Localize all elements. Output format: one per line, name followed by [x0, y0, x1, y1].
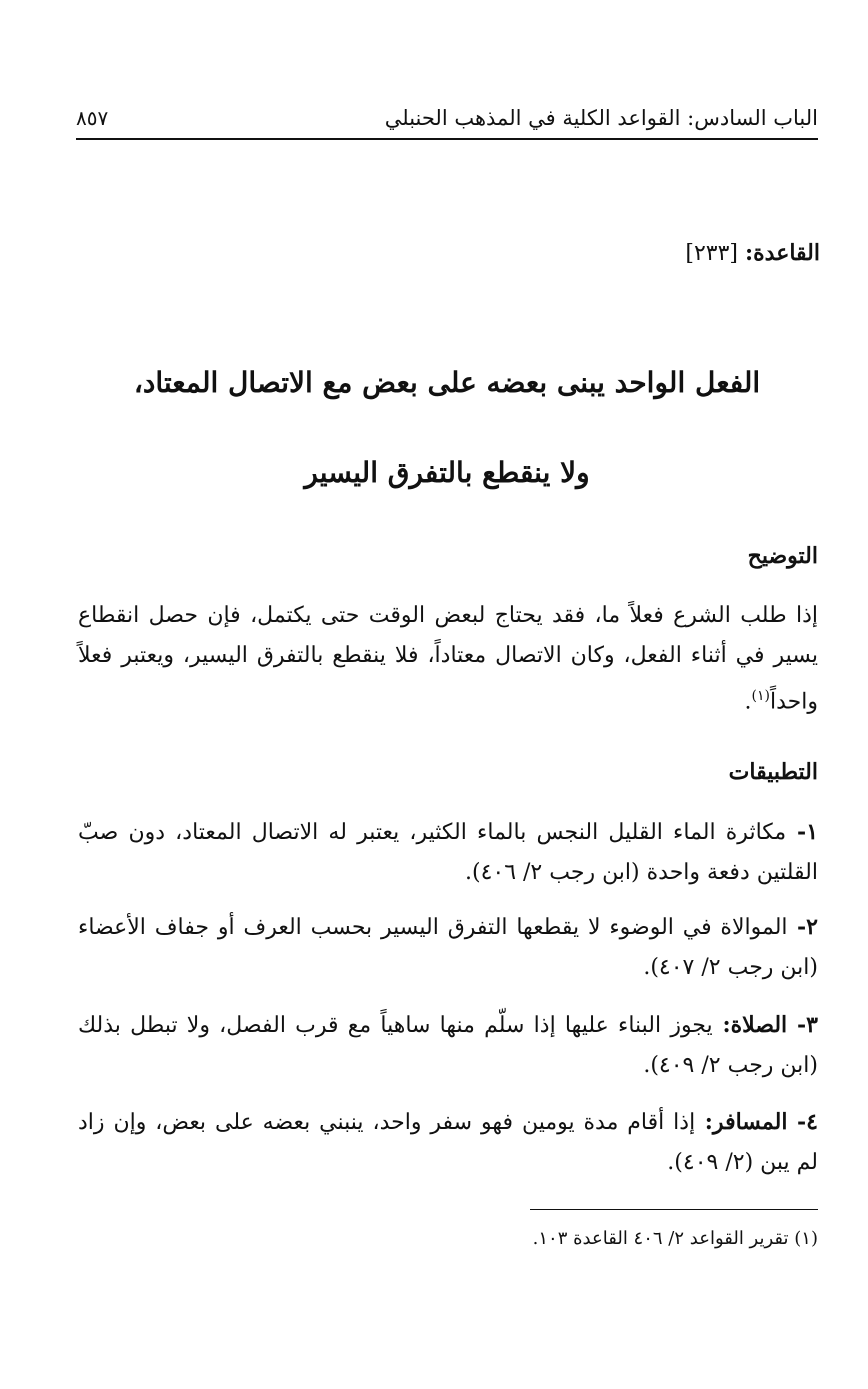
application-item [78, 812, 818, 893]
application-text: الموالاة في الوضوء لا يقطعها التفرق اليسير بحسب العرف أو جفاف الأعضاء (ابن رجب ٢/ ٤٠٧). [78, 915, 818, 980]
explanation-text: إذا طلب الشرع فعلاً ما، فقد يحتاج لبعض الوقت حتى يكتمل، فإن حصل انقطاع يسير في أثناء الفعل، وكان الاتصال معتاداً، فلا ينقطع بالتفرق اليسير، ويعتبر فعلاً واحداً [78, 603, 818, 715]
application-text: يجوز البناء عليها إذا سلّم منها ساهياً مع قرب الفصل، ولا تبطل بذلك (ابن رجب ٢/ ٤٠٩). [78, 1013, 818, 1078]
application-item [78, 1005, 818, 1086]
application-lead: ٤- المسافر: [695, 1109, 818, 1135]
rule-number-line [80, 240, 820, 266]
explanation-heading: التوضيح [747, 543, 818, 569]
running-header [76, 98, 818, 140]
application-item [78, 1102, 818, 1183]
application-lead: ٣- الصلاة: [712, 1012, 818, 1038]
rule-title [76, 338, 818, 518]
rule-title-line-2: ولا ينقطع بالتفرق اليسير [304, 456, 590, 489]
footnote-reference: (١) [751, 688, 770, 704]
applications-heading: التطبيقات [728, 759, 818, 785]
rule-label: القاعدة: [745, 240, 820, 266]
application-lead: ١- [786, 819, 819, 845]
application-text: إذا أقام مدة يومين فهو سفر واحد، ينبني بعضه على بعض، وإن زاد لم يبن (٢/ ٤٠٩). [78, 1110, 818, 1175]
explanation-end: . [744, 689, 752, 715]
page-number: ٨٥٧ [76, 106, 109, 130]
chapter-title: الباب السادس: القواعد الكلية في المذهب الحنبلي [384, 106, 818, 130]
application-lead: ٢- [787, 914, 818, 940]
footnote: (١) تقرير القواعد ٢/ ٤٠٦ القاعدة ١٠٣. [532, 1228, 818, 1249]
rule-number: [٢٣٣] [685, 241, 739, 266]
explanation-paragraph [78, 596, 818, 722]
footnote-separator [530, 1209, 818, 1210]
application-text: مكاثرة الماء القليل النجس بالماء الكثير، يعتبر له الاتصال المعتاد، دون صبّ القلتين دفعة واحدة (ابن رجب ٢/ ٤٠٦). [78, 820, 818, 885]
application-item [78, 907, 818, 988]
rule-title-line-1: الفعل الواحد يبنى بعضه على بعض مع الاتصال المعتاد، [133, 366, 761, 399]
